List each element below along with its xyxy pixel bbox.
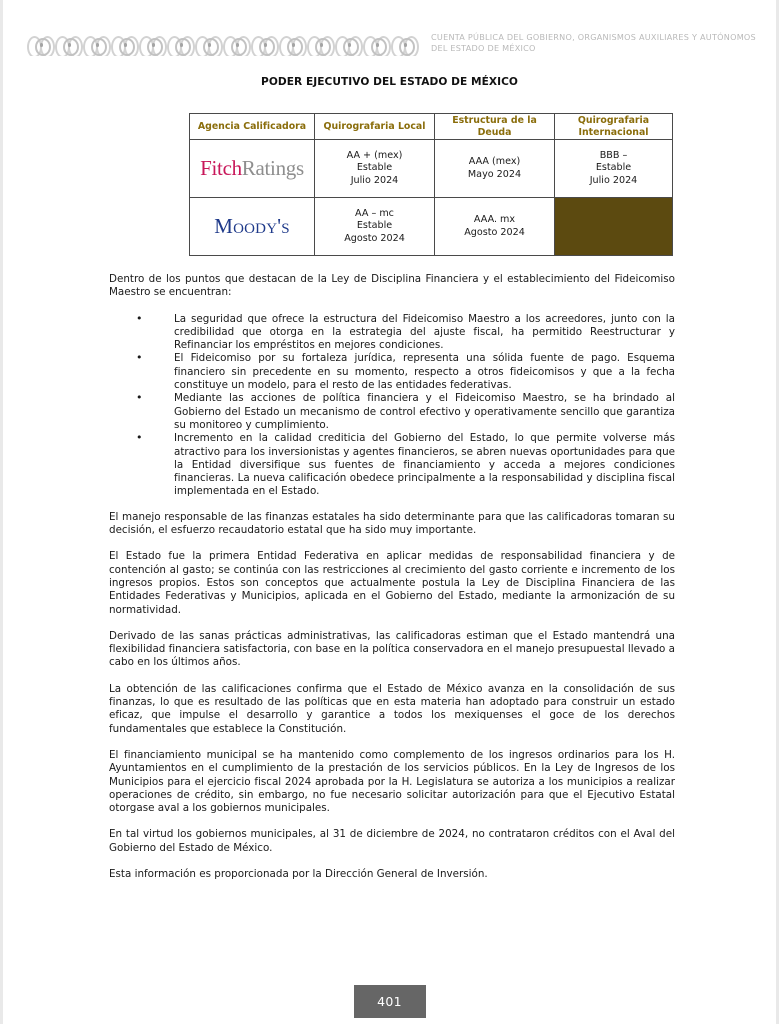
paragraph-financiamiento-municipal: El financiamiento municipal se ha mantenido como complemento de los ingresos ordinarios para los H. Ayuntamientos en el cumplimiento de la prestación de los servicios públicos. En la Ley de Ingresos de los Municipios para el ejercicio fiscal 2024 aprobada por la H. Legislatura se autoriza a los municipios a realizar operaciones de crédito, sin embargo, no fue necesario solicitar autorización para que el Ejecutivo Estatal otorgase aval a los gobiernos municipales.: [109, 748, 675, 815]
rosette-unit-icon: [195, 35, 223, 55]
column-header-quirografaria-local: Quirografaria Local: [315, 114, 435, 140]
list-item: • La seguridad que ofrece la estructura del Fideicomiso Maestro a los acreedores, junto con la credibilidad que otorga en la estrategia del ajuste fiscal, ha permitido Reestructurar y Refinanciar los empréstitos en mejores condiciones.: [109, 313, 675, 353]
table-row: [190, 198, 673, 256]
paragraph-fuente-informacion: Esta información es proporcionada por la Dirección General de Inversión.: [109, 867, 488, 880]
rosette-unit-icon: [139, 35, 167, 55]
paragraph-sanas-practicas: Derivado de las sanas prácticas administrativas, las calificadoras estiman que el Estado mantendrá una flexibilidad financiera satisfactoria, con base en la política conservadora en el manejo presupuestal llevado a cabo en los últimos años.: [109, 629, 675, 669]
header-line-2: DEL ESTADO DE MÉXICO: [431, 43, 536, 54]
header-institution-text: [431, 32, 779, 54]
moodys-quirografaria-internacional-value: [555, 198, 673, 256]
table-header-row: [190, 114, 673, 140]
page-number-badge: [354, 985, 426, 1018]
rosette-unit-icon: [363, 35, 391, 55]
intro-paragraph: Dentro de los puntos que destacan de la Ley de Disciplina Financiera y el establecimiento del Fideicomiso Maestro se encuentran:: [109, 273, 675, 299]
highlights-bullet-list: [109, 313, 675, 499]
rosette-unit-icon: [27, 35, 55, 55]
column-header-agencia-calificadora: Agencia Calificadora: [190, 114, 315, 140]
fitch-logo-text-part1: Fitch: [200, 156, 242, 180]
moodys-logo: [190, 198, 315, 256]
moodys-quirografaria-local-value: AA – mc Estable Agosto 2024: [315, 198, 435, 256]
document-body: [109, 273, 675, 894]
rosette-unit-icon: [111, 35, 139, 55]
page-number-text: 401: [377, 994, 402, 1009]
header-line-1: CUENTA PÚBLICA DEL GOBIERNO, ORGANISMOS AUXILIARES Y AUTÓNOMOS: [431, 32, 756, 42]
fitch-quirografaria-local-value: AA + (mex) Estable Julio 2024: [315, 140, 435, 198]
rosette-unit-icon: [391, 35, 419, 55]
rosette-unit-icon: [335, 35, 363, 55]
fitch-logo-text-part2: Ratings: [241, 156, 304, 180]
rosette-unit-icon: [307, 35, 335, 55]
paragraph-finanzas-estatales: El manejo responsable de las finanzas estatales ha sido determinante para que las calificadoras tomaran su decisión, el esfuerzo recaudatorio estatal que ha sido muy importante.: [109, 510, 675, 537]
list-item: • Incremento en la calidad crediticia del Gobierno del Estado, lo que permite volverse más atractivo para los inversionistas y agentes financieros, se abren nuevas oportunidades para que la Entidad diversifique sus fuentes de financiamiento y acceda a mejores condiciones financieras. La nueva calificación obedece principalmente a la responsabilidad y disciplina fiscal implementada en el Estado.: [109, 432, 675, 498]
page-header: [3, 28, 776, 62]
paragraph-gobiernos-municipales: En tal virtud los gobiernos municipales, al 31 de diciembre de 2024, no contrataron créditos con el Aval del Gobierno del Estado de México.: [109, 828, 675, 854]
page-title: PODER EJECUTIVO DEL ESTADO DE MÉXICO: [261, 76, 518, 88]
moodys-logo-text: Moody's: [214, 214, 290, 238]
rosette-unit-icon: [167, 35, 195, 55]
list-item: • Mediante las acciones de política financiera y el Fideicomiso Maestro, se ha brindado al Gobierno del Estado un mecanismo de control efectivo y operativamente sencillo que garantiza su monitoreo y cumplimiento.: [109, 392, 675, 432]
column-header-estructura-deuda: Estructura de la Deuda: [435, 114, 555, 140]
credit-ratings-table-container: [189, 113, 672, 256]
rosette-unit-icon: [279, 35, 307, 55]
fitch-estructura-deuda-value: AAA (mex) Mayo 2024: [435, 140, 555, 198]
fitch-quirografaria-internacional-value: BBB – Estable Julio 2024: [555, 140, 673, 198]
table-row: [190, 140, 673, 198]
moodys-estructura-deuda-value: AAA. mx Agosto 2024: [435, 198, 555, 256]
rosette-unit-icon: [251, 35, 279, 55]
column-header-quirografaria-internacional: Quirografaria Internacional: [555, 114, 673, 140]
paragraph-obtencion-calificaciones: La obtención de las calificaciones confirma que el Estado de México avanza en la consolidación de sus finanzas, lo que es resultado de las políticas que en esta materia han adoptado para construir un estado eficaz, que impulse el desarrollo y garantice a todos los mexiquenses el goce de los derechos fundamentales que establece la Constitución.: [109, 682, 675, 735]
list-item: • El Fideicomiso por su fortaleza jurídica, representa una sólida fuente de pago. Esquema financiero sin precedente en su momento, respecto a otros fideicomisos y que a la fecha constituye un modelo, para el resto de las entidades federativas.: [109, 352, 675, 392]
rosette-unit-icon: [83, 35, 111, 55]
paragraph-primera-entidad-federativa: El Estado fue la primera Entidad Federativa en aplicar medidas de responsabilidad financiera y de contención al gasto; se continúa con las restricciones al crecimiento del gasto corriente e incremento de los ingresos propios. Estos son conceptos que actualmente postula la Ley de Disciplina Financiera de las Entidades Federativas y Municipios, aplicada en el Gobierno del Estado, mediante la armonización de su normatividad.: [109, 550, 675, 616]
rosette-unit-icon: [55, 35, 83, 55]
rosette-unit-icon: [223, 35, 251, 55]
decorative-rosette-border-icon: [27, 34, 423, 56]
credit-ratings-table: [189, 113, 673, 256]
fitch-ratings-logo: [190, 140, 315, 198]
